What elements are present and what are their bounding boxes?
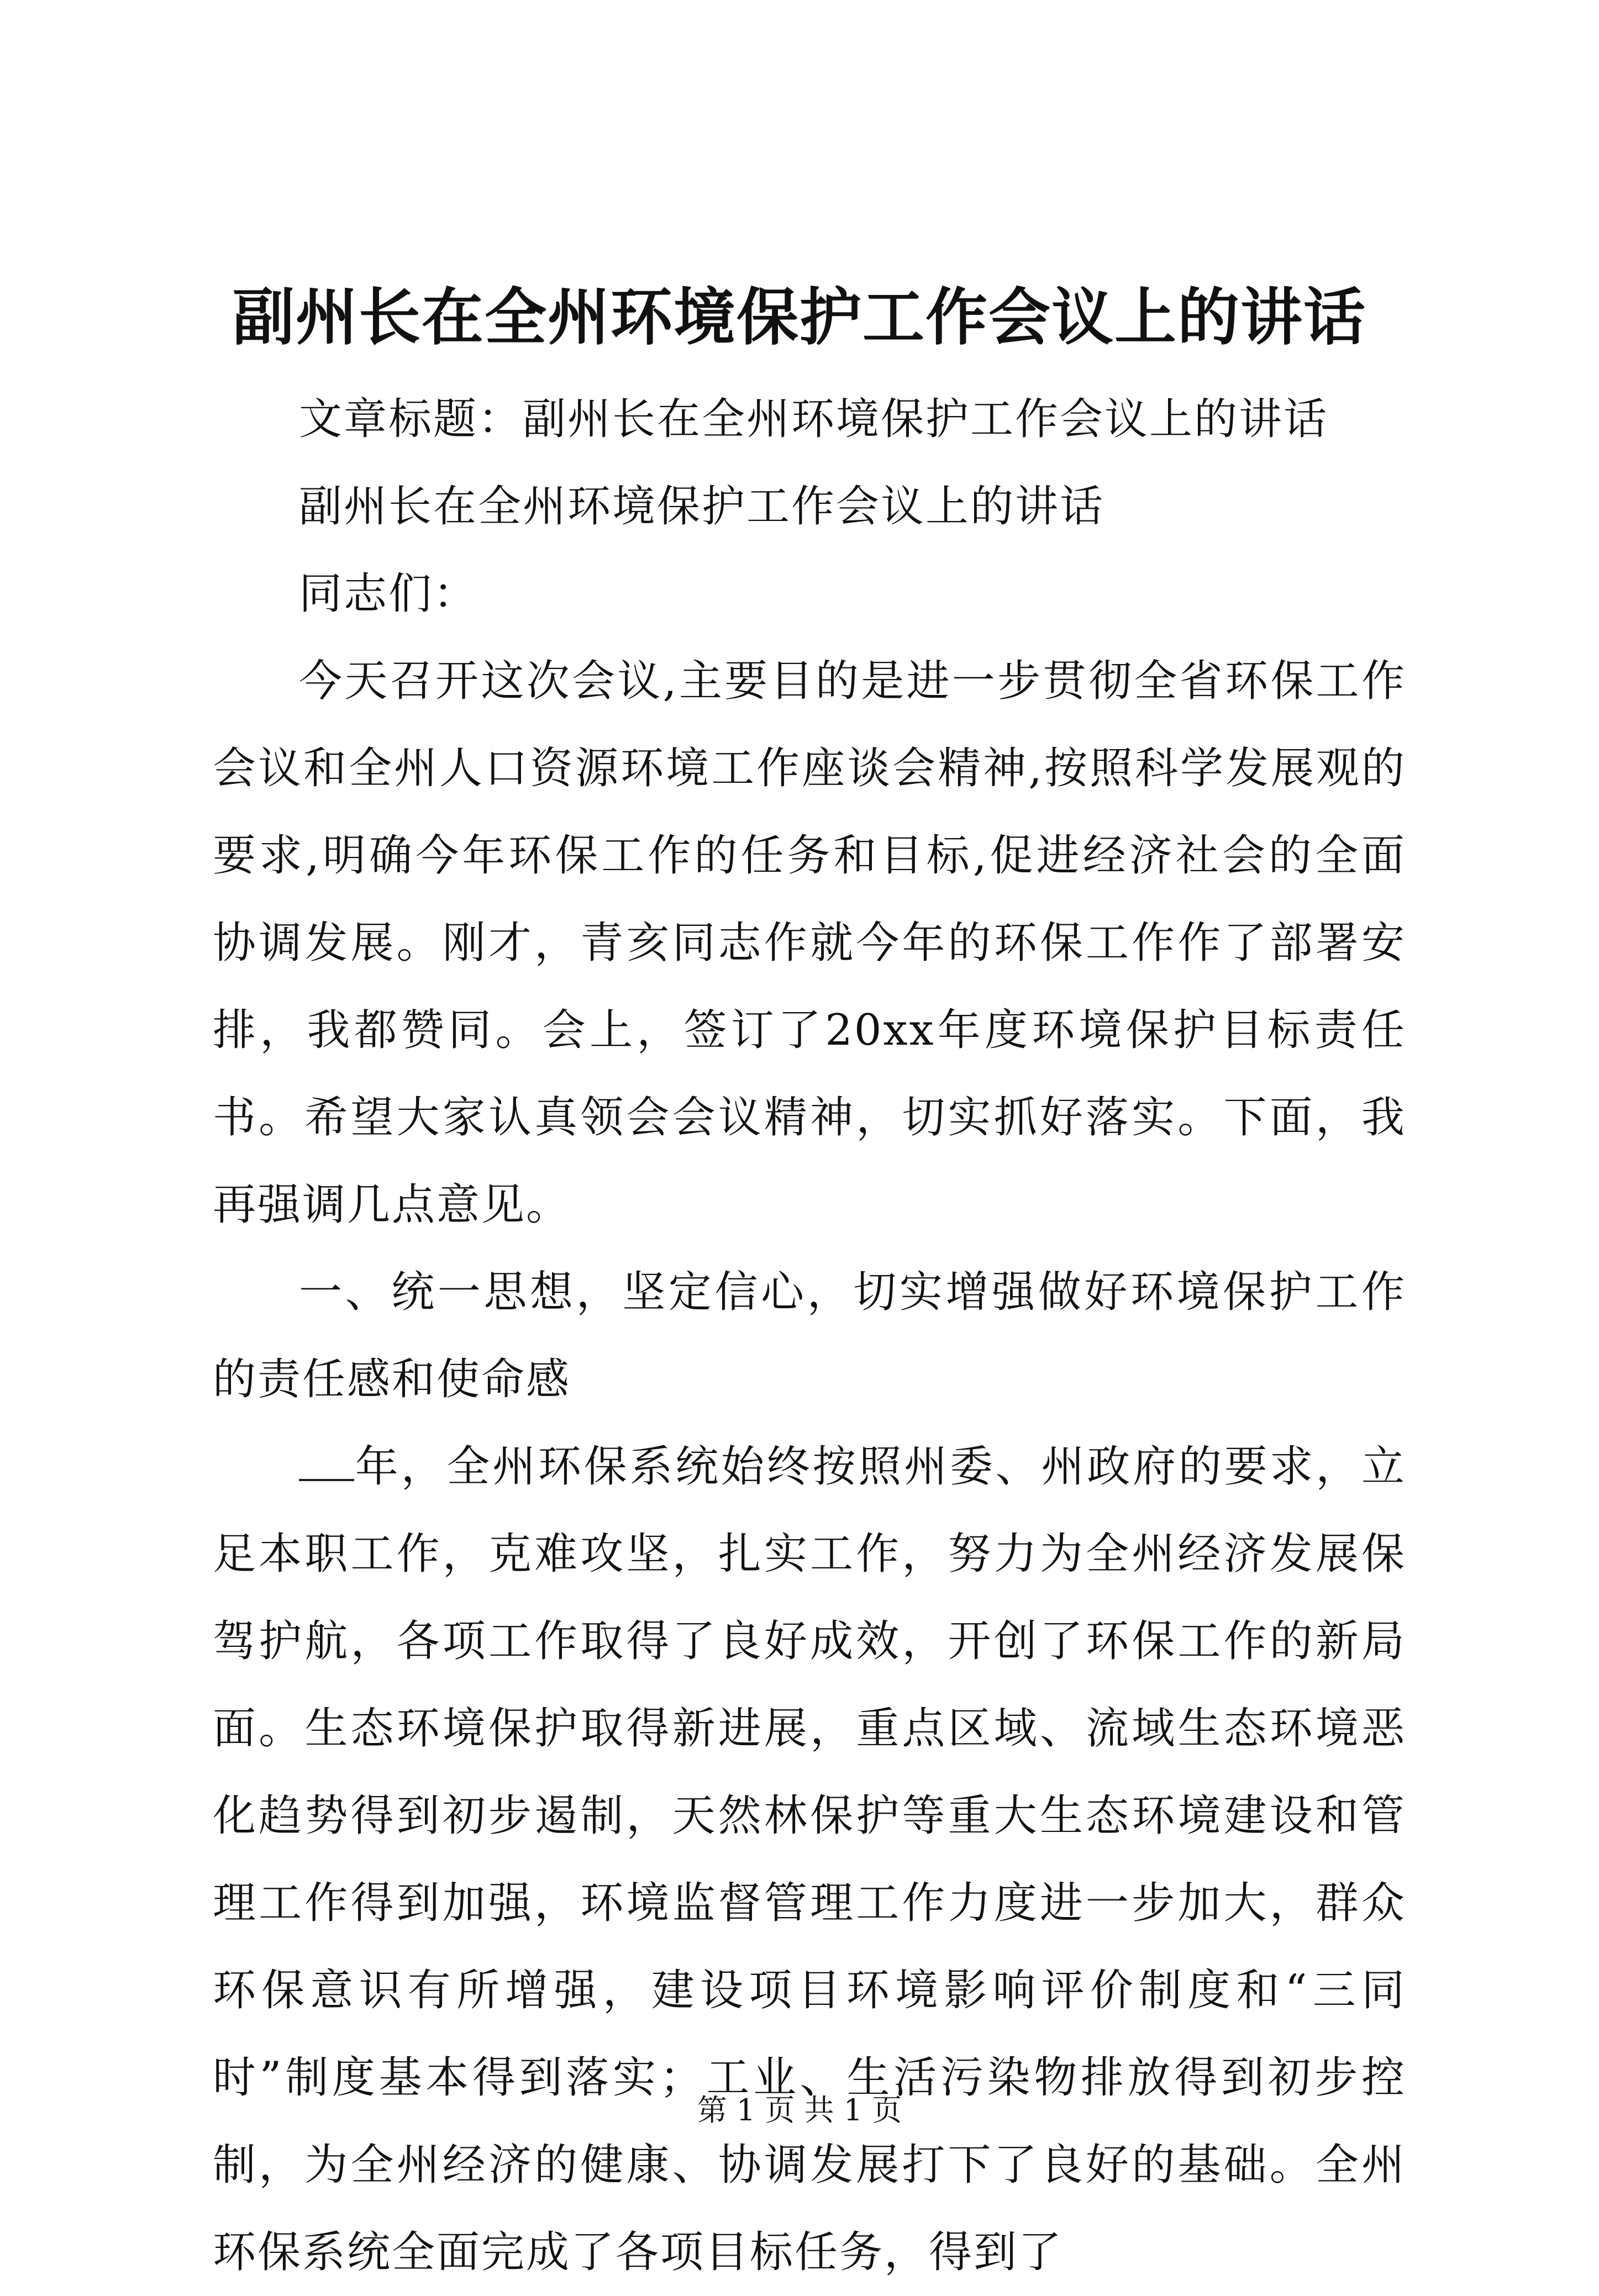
blank-year-underline (299, 1445, 354, 1481)
paragraph-review (213, 1423, 1406, 2296)
document-body (213, 376, 1406, 2296)
paragraph-review-text: 年，全州环保系统始终按照州委、州政府的要求，立足本职工作，克难攻坚，扎实工作，努力为全州经济发展保驾护航，各项工作取得了良好成效，开创了环保工作的新局面。生态环境保护取得新进展，重点区域、流域生态环境恶化趋势得到初步遏制，天然林保护等重大生态环境建设和管理工作得到加强，环境监督管理工作力度进一步加大，群众环保意识有所增强，建设项目环境影响评价制度和“三同时”制度基本得到落实；工业、生活污染物排放得到初步控制，为全州经济的健康、协调发展打下了良好的基础。全州环保系统全面完成了各项目标任务，得到了 (213, 1442, 1406, 2277)
page-footer (0, 2088, 1599, 2132)
paragraph-salutation: 同志们： (299, 569, 478, 619)
paragraph-intro: 今天召开这次会议,主要目的是进一步贯彻全省环保工作会议和全州人口资源环境工作座谈会精神,按照科学发展观的要求,明确今年环保工作的任务和目标,促进经济社会的全面协调发展。刚才，青亥同志作就今年的环保工作作了部署安排，我都赞同。会上，签订了20xx年度环境保护目标责任书。希望大家认真领会会议精神，切实抓好落实。下面，我再强调几点意见。 (213, 656, 1406, 1230)
document-title: 副州长在全州环境保护工作会议上的讲话 (233, 282, 1366, 354)
paragraph-section-heading-1: 一、统一思想，坚定信心，切实增强做好环境保护工作的责任感和使命感 (213, 1267, 1406, 1404)
paragraph-subtitle: 副州长在全州环境保护工作会议上的讲话 (299, 482, 1105, 531)
paragraph-article-heading: 文章标题：副州长在全州环境保护工作会议上的讲话 (299, 394, 1329, 444)
page-number-label: 第 1 页 共 1 页 (697, 2093, 902, 2128)
